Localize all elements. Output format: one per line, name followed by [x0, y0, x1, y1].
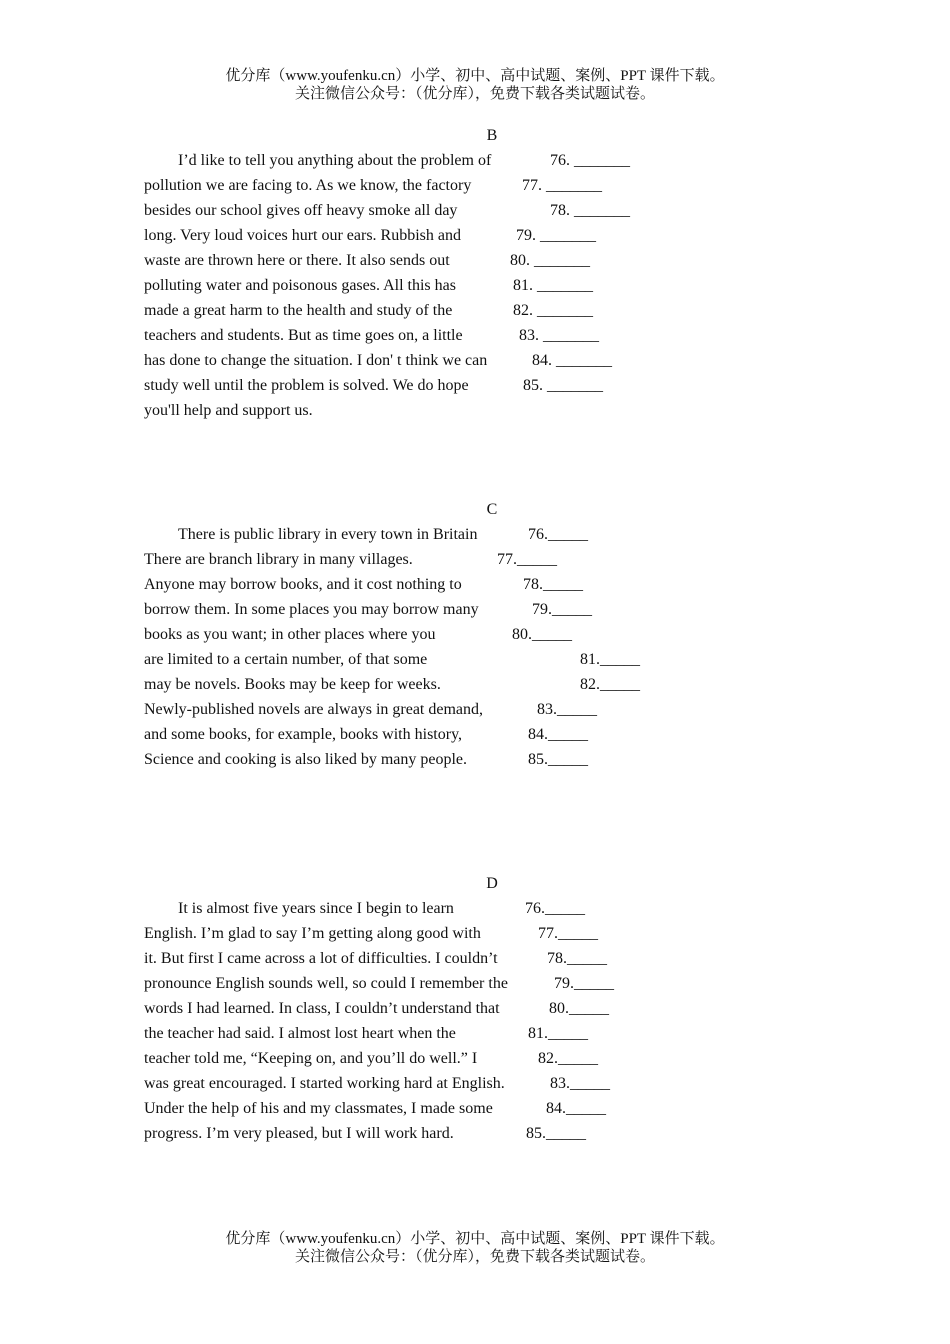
answer-blank-85[interactable]: 85. _______: [523, 377, 603, 394]
section-d-title: D: [486, 875, 498, 892]
answer-blank-79[interactable]: 79. _______: [516, 227, 596, 244]
passage-line: There is public library in every town in Britain: [178, 526, 478, 543]
passage-line: It is almost five years since I begin to learn: [178, 900, 454, 917]
passage-line: long. Very loud voices hurt our ears. Rubbish and: [144, 227, 461, 244]
passage-line: pollution we are facing to. As we know, the factory: [144, 177, 472, 194]
answer-blank-85[interactable]: 85._____: [528, 751, 588, 768]
passage-line: are limited to a certain number, of that some: [144, 651, 428, 668]
passage-line: There are branch library in many villages.: [144, 551, 413, 568]
passage-line: was great encouraged. I started working hard at English.: [144, 1075, 505, 1092]
passage-line: polluting water and poisonous gases. All this has: [144, 277, 456, 294]
footer-line-2: 关注微信公众号：（优分库），免费下载各类试题试卷。: [294, 1249, 655, 1265]
passage-line: may be novels. Books may be keep for weeks.: [144, 676, 441, 693]
page-header: [0, 67, 950, 103]
passage-line: study well until the problem is solved. We do hope: [144, 377, 469, 394]
answer-blank-81[interactable]: 81._____: [580, 651, 640, 668]
passage-line: borrow them. In some places you may borrow many: [144, 601, 479, 618]
answer-blank-85[interactable]: 85._____: [526, 1125, 586, 1142]
answer-blank-80[interactable]: 80._____: [512, 626, 572, 643]
answer-blank-83[interactable]: 83._____: [550, 1075, 610, 1092]
answer-blank-83[interactable]: 83. _______: [519, 327, 599, 344]
answer-blank-79[interactable]: 79._____: [554, 975, 614, 992]
passage-line: I’d like to tell you anything about the problem of: [178, 152, 492, 169]
header-line-1: 优分库（www.youfenku.cn）小学、初中、高中试题、案例、PPT 课件下载。: [225, 68, 725, 84]
passage-line: besides our school gives off heavy smoke all day: [144, 202, 458, 219]
section-b-title: B: [486, 127, 498, 144]
answer-blank-79[interactable]: 79._____: [532, 601, 592, 618]
passage-line: teacher told me, “Keeping on, and you’ll do well.” I: [144, 1050, 478, 1067]
answer-blank-78[interactable]: 78._____: [523, 576, 583, 593]
passage-line: Science and cooking is also liked by many people.: [144, 751, 468, 768]
header-line-2: 关注微信公众号：（优分库），免费下载各类试题试卷。: [294, 86, 655, 102]
answer-blank-80[interactable]: 80._____: [549, 1000, 609, 1017]
passage-line: Newly-published novels are always in great demand,: [144, 701, 484, 718]
passage-line: Anyone may borrow books, and it cost nothing to: [144, 576, 462, 593]
passage-line: waste are thrown here or there. It also sends out: [144, 252, 450, 269]
passage-line: Under the help of his and my classmates, I made some: [144, 1100, 493, 1117]
passage-line: English. I’m glad to say I’m getting along good with: [144, 925, 481, 942]
passage-line: and some books, for example, books with history,: [144, 726, 463, 743]
passage-line: has done to change the situation. I don' t think we can: [144, 352, 488, 369]
answer-blank-84[interactable]: 84._____: [528, 726, 588, 743]
answer-blank-82[interactable]: 82._____: [580, 676, 640, 693]
passage-line: teachers and students. But as time goes on, a little: [144, 327, 463, 344]
section-c-title: C: [486, 501, 498, 518]
answer-blank-76[interactable]: 76._____: [528, 526, 588, 543]
answer-blank-77[interactable]: 77._____: [538, 925, 598, 942]
answer-blank-76[interactable]: 76. _______: [550, 152, 630, 169]
footer-line-1: 优分库（www.youfenku.cn）小学、初中、高中试题、案例、PPT 课件下载。: [225, 1231, 725, 1247]
answer-blank-76[interactable]: 76._____: [525, 900, 585, 917]
answer-blank-78[interactable]: 78._____: [547, 950, 607, 967]
passage-line: it. But first I came across a lot of difficulties. I couldn’t: [144, 950, 498, 967]
answer-blank-83[interactable]: 83._____: [537, 701, 597, 718]
passage-line: the teacher had said. I almost lost heart when the: [144, 1025, 456, 1042]
answer-blank-82[interactable]: 82._____: [538, 1050, 598, 1067]
answer-blank-77[interactable]: 77._____: [497, 551, 557, 568]
answer-blank-80[interactable]: 80. _______: [510, 252, 590, 269]
passage-line: books as you want; in other places where you: [144, 626, 436, 643]
answer-blank-78[interactable]: 78. _______: [550, 202, 630, 219]
answer-blank-84[interactable]: 84._____: [546, 1100, 606, 1117]
answer-blank-82[interactable]: 82. _______: [513, 302, 593, 319]
answer-blank-81[interactable]: 81._____: [528, 1025, 588, 1042]
answer-blank-81[interactable]: 81. _______: [513, 277, 593, 294]
page-footer: [0, 1230, 950, 1266]
passage-line: progress. I’m very pleased, but I will work hard.: [144, 1125, 454, 1142]
answer-blank-84[interactable]: 84. _______: [532, 352, 612, 369]
answer-blank-77[interactable]: 77. _______: [522, 177, 602, 194]
passage-line: words I had learned. In class, I couldn’t understand that: [144, 1000, 500, 1017]
passage-line: you'll help and support us.: [144, 402, 313, 419]
passage-line: pronounce English sounds well, so could I remember the: [144, 975, 508, 992]
passage-line: made a great harm to the health and study of the: [144, 302, 453, 319]
